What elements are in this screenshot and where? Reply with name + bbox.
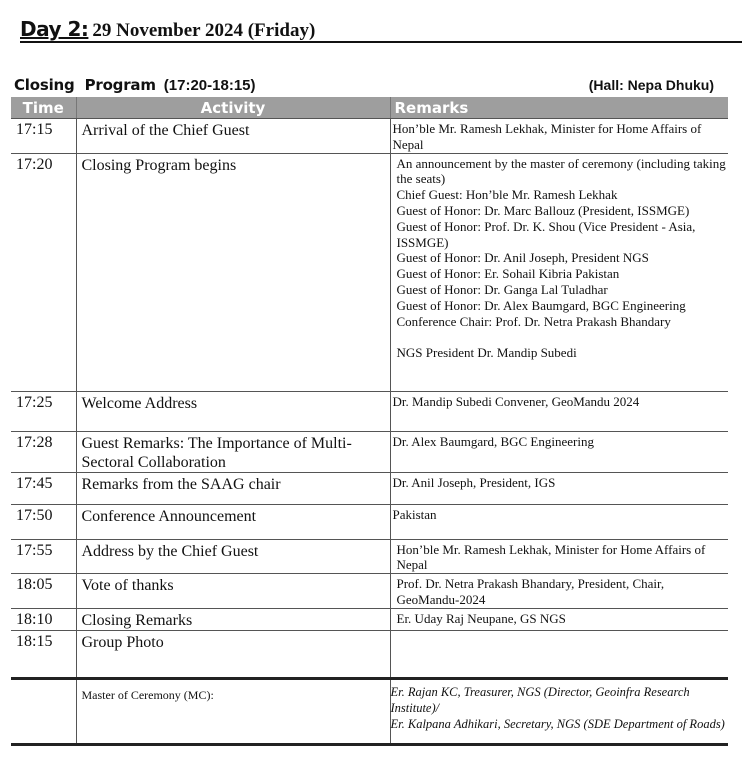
cell-remarks: [390, 431, 728, 472]
column-header-time: Time: [11, 97, 76, 119]
cell-time: 17:50: [11, 504, 76, 539]
cell-remarks: [390, 472, 728, 504]
remarks-line: Guest of Honor: Dr. Ganga Lal Tuladhar: [396, 281, 608, 297]
section-title-wrap: [14, 76, 256, 94]
remarks-line: Hon’ble Mr. Ramesh Lekhak, Minister for Home Affairs of Nepal: [392, 121, 702, 152]
cell-time: 18:15: [11, 630, 76, 678]
cell-activity: Closing Program begins: [76, 153, 390, 391]
table-row: [11, 119, 728, 154]
cell-activity: Vote of thanks: [76, 574, 390, 609]
remarks-line: Dr. Anil Joseph, President, IGS: [392, 474, 556, 490]
cell-time: 17:20: [11, 153, 76, 391]
table-row: [11, 608, 728, 630]
cell-remarks: [390, 391, 728, 431]
section-heading: [14, 76, 714, 96]
cell-remarks: [390, 574, 728, 609]
cell-activity: Conference Announcement: [76, 504, 390, 539]
table-row: [11, 504, 728, 539]
remarks-line: Dr. Mandip Subedi Convener, GeoMandu 2024: [392, 393, 640, 409]
table-row: [11, 472, 728, 504]
cell-activity: Arrival of the Chief Guest: [76, 119, 390, 154]
day-date: 29 November 2024 (Friday): [92, 20, 316, 41]
cell-time: 17:25: [11, 391, 76, 431]
cell-activity: Group Photo: [76, 630, 390, 678]
cell-time: 17:45: [11, 472, 76, 504]
day-label: Day 2:: [20, 17, 89, 41]
remarks-line: Guest of Honor: Er. Sohail Kibria Pakistan: [396, 266, 620, 282]
remarks-line: An announcement by the master of ceremony (including taking the seats): [396, 155, 726, 187]
remarks-line: Guest of Honor: Dr. Alex Baumgard, BGC Engineering: [396, 297, 686, 313]
remarks-line: Pakistan: [392, 506, 437, 522]
section-title: Closing Program: [14, 76, 156, 94]
remarks-line: Chief Guest: Hon’ble Mr. Ramesh Lekhak: [396, 187, 618, 203]
remarks-line: Guest of Honor: Dr. Marc Ballouz (President, ISSMGE): [396, 202, 690, 218]
cell-time: 17:28: [11, 431, 76, 472]
table-row: [11, 574, 728, 609]
cell-time: 18:10: [11, 608, 76, 630]
remarks-line: Conference Chair: Prof. Dr. Netra Prakash Bhandary: [396, 313, 671, 329]
remarks-line: Guest of Honor: Prof. Dr. K. Shou (Vice President - Asia, ISSMGE): [396, 218, 696, 250]
section-hall: (Hall: Nepa Dhuku): [588, 77, 714, 93]
cell-activity: Address by the Chief Guest: [76, 539, 390, 574]
table-header-row: [11, 97, 728, 119]
day-heading: [20, 17, 742, 43]
remarks-line: NGS President Dr. Mandip Subedi: [396, 345, 577, 361]
cell-remarks: [390, 608, 728, 630]
table-row: [11, 431, 728, 472]
schedule-table: [11, 97, 728, 746]
column-header-activity: Activity: [76, 97, 390, 119]
section-time-range: (17:20-18:15): [163, 77, 256, 94]
cell-remarks: [390, 504, 728, 539]
mc-row: [11, 678, 728, 744]
remarks-line: Dr. Alex Baumgard, BGC Engineering: [392, 433, 594, 449]
remarks-spacer: [393, 329, 729, 345]
schedule-body: [11, 119, 728, 745]
cell-time: 18:05: [11, 574, 76, 609]
mc-name: Er. Kalpana Adhikari, Secretary, NGS (SDE Department of Roads): [390, 716, 725, 731]
column-header-remarks: Remarks: [390, 97, 728, 119]
remarks-line: Prof. Dr. Netra Prakash Bhandary, President, Chair, GeoMandu-2024: [396, 576, 665, 607]
mc-label: Master of Ceremony (MC):: [76, 678, 390, 744]
cell-activity: Closing Remarks: [76, 608, 390, 630]
table-row: [11, 539, 728, 574]
cell-remarks: [390, 153, 728, 391]
cell-activity: Guest Remarks: The Importance of Multi-Sectoral Collaboration: [76, 431, 390, 472]
cell-activity: Welcome Address: [76, 391, 390, 431]
table-row: [11, 153, 728, 391]
cell-remarks: [390, 539, 728, 574]
mc-names: [390, 678, 728, 744]
remarks-line: Hon’ble Mr. Ramesh Lekhak, Minister for Home Affairs of Nepal: [396, 541, 706, 573]
cell-time: 17:55: [11, 539, 76, 574]
cell-activity: Remarks from the SAAG chair: [76, 472, 390, 504]
mc-name: Er. Rajan KC, Treasurer, NGS (Director, Geoinfra Research Institute)/: [390, 684, 690, 715]
table-row: [11, 630, 728, 678]
mc-empty-cell: [11, 678, 76, 744]
cell-remarks: [390, 630, 728, 678]
remarks-line: Guest of Honor: Dr. Anil Joseph, President NGS: [396, 250, 649, 266]
remarks-line: Er. Uday Raj Neupane, GS NGS: [396, 610, 566, 626]
cell-time: 17:15: [11, 119, 76, 154]
cell-remarks: [390, 119, 728, 154]
table-row: [11, 391, 728, 431]
